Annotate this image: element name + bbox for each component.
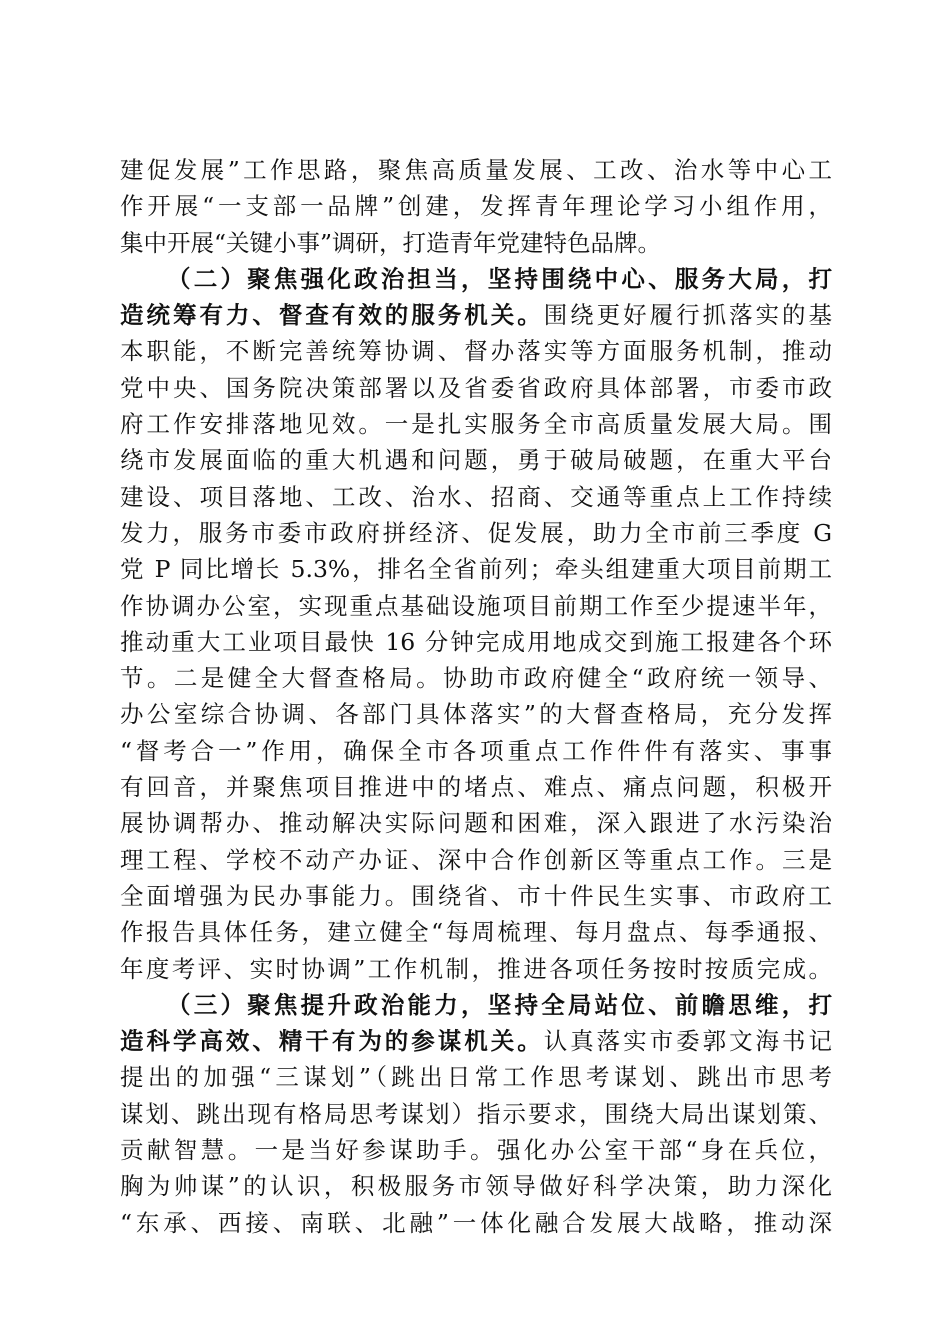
bold-heading-text: 造统筹有力、督查有效的服务机关。 — [120, 301, 544, 330]
text-line: 节。二是健全大督查格局。协助市政府健全“政府统一领导、 — [120, 664, 832, 693]
text-line: 贡献智慧。一是当好参谋助手。强化办公室干部“身在兵位， — [120, 1136, 832, 1165]
text-line: 胸为帅谋”的认识，积极服务市领导做好科学决策，助力深化 — [120, 1172, 832, 1201]
text-line: 党中央、国务院决策部署以及省委省政府具体部署，市委市政 — [120, 373, 832, 402]
text-line: 理工程、学校不动产办证、深中合作创新区等重点工作。三是 — [120, 845, 832, 874]
text-line: 谋划、跳出现有格局思考谋划）指示要求，围绕大局出谋划策、 — [120, 1099, 832, 1128]
text-line: （三）聚焦提升政治能力，坚持全局站位、前瞻思维，打 — [167, 990, 832, 1019]
text-line: 推动重大工业项目最快 16 分钟完成用地成交到施工报建各个环 — [120, 627, 832, 656]
text-line: “东承、西接、南联、北融”一体化融合发展大战略，推动深 — [120, 1208, 832, 1237]
text-line: 年度考评、实时协调”工作机制，推进各项任务按时按质完成。 — [120, 954, 832, 983]
text-line: 展协调帮办、推动解决实际问题和困难，深入跟进了水污染治 — [120, 809, 832, 838]
bold-heading-text: 造科学高效、精干有为的参谋机关。 — [120, 1027, 544, 1056]
text-line: 作开展“一支部一品牌”创建，发挥青年理论学习小组作用， — [120, 192, 832, 221]
text-line: “督考合一”作用，确保全市各项重点工作件件有落实、事事 — [120, 736, 832, 765]
body-text: 围绕更好履行抓落实的基 — [543, 301, 833, 330]
text-line: 府工作安排落地见效。一是扎实服务全市高质量发展大局。围 — [120, 410, 832, 439]
text-line — [120, 1023, 832, 1059]
body-text: 认真落实市委郭文海书记 — [543, 1027, 833, 1056]
text-line: 党 P 同比增长 5.3%，排名全省前列；牵头组建重大项目前期工 — [120, 555, 832, 584]
text-line: 建设、项目落地、工改、治水、招商、交通等重点上工作持续 — [120, 482, 832, 511]
text-line: 有回音，并聚焦项目推进中的堵点、难点、痛点问题，积极开 — [120, 773, 832, 802]
text-line: 作协调办公室，实现重点基础设施项目前期工作至少提速半年， — [120, 591, 832, 620]
text-line: 全面增强为民办事能力。围绕省、市十件民生实事、市政府工 — [120, 881, 832, 910]
text-line: 集中开展“关键小事”调研，打造青年党建特色品牌。 — [120, 228, 662, 257]
text-line: （二）聚焦强化政治担当，坚持围绕中心、服务大局，打 — [167, 264, 832, 293]
text-line: 本职能，不断完善统筹协调、督办落实等方面服务机制，推动 — [120, 337, 832, 366]
text-line: 办公室综合协调、各部门具体落实”的大督查格局，充分发挥 — [120, 700, 832, 729]
text-line: 提出的加强“三谋划”（跳出日常工作思考谋划、跳出市思考 — [120, 1063, 832, 1092]
text-line: 绕市发展面临的重大机遇和问题，勇于破局破题，在重大平台 — [120, 446, 832, 475]
text-line: 作报告具体任务，建立健全“每周梳理、每月盘点、每季通报、 — [120, 918, 832, 947]
document-page — [120, 152, 832, 1241]
text-line — [120, 297, 832, 333]
text-line: 发力，服务市委市政府拼经济、促发展，助力全市前三季度 G — [120, 518, 832, 547]
text-line: 建促发展”工作思路，聚焦高质量发展、工改、治水等中心工 — [120, 156, 832, 184]
